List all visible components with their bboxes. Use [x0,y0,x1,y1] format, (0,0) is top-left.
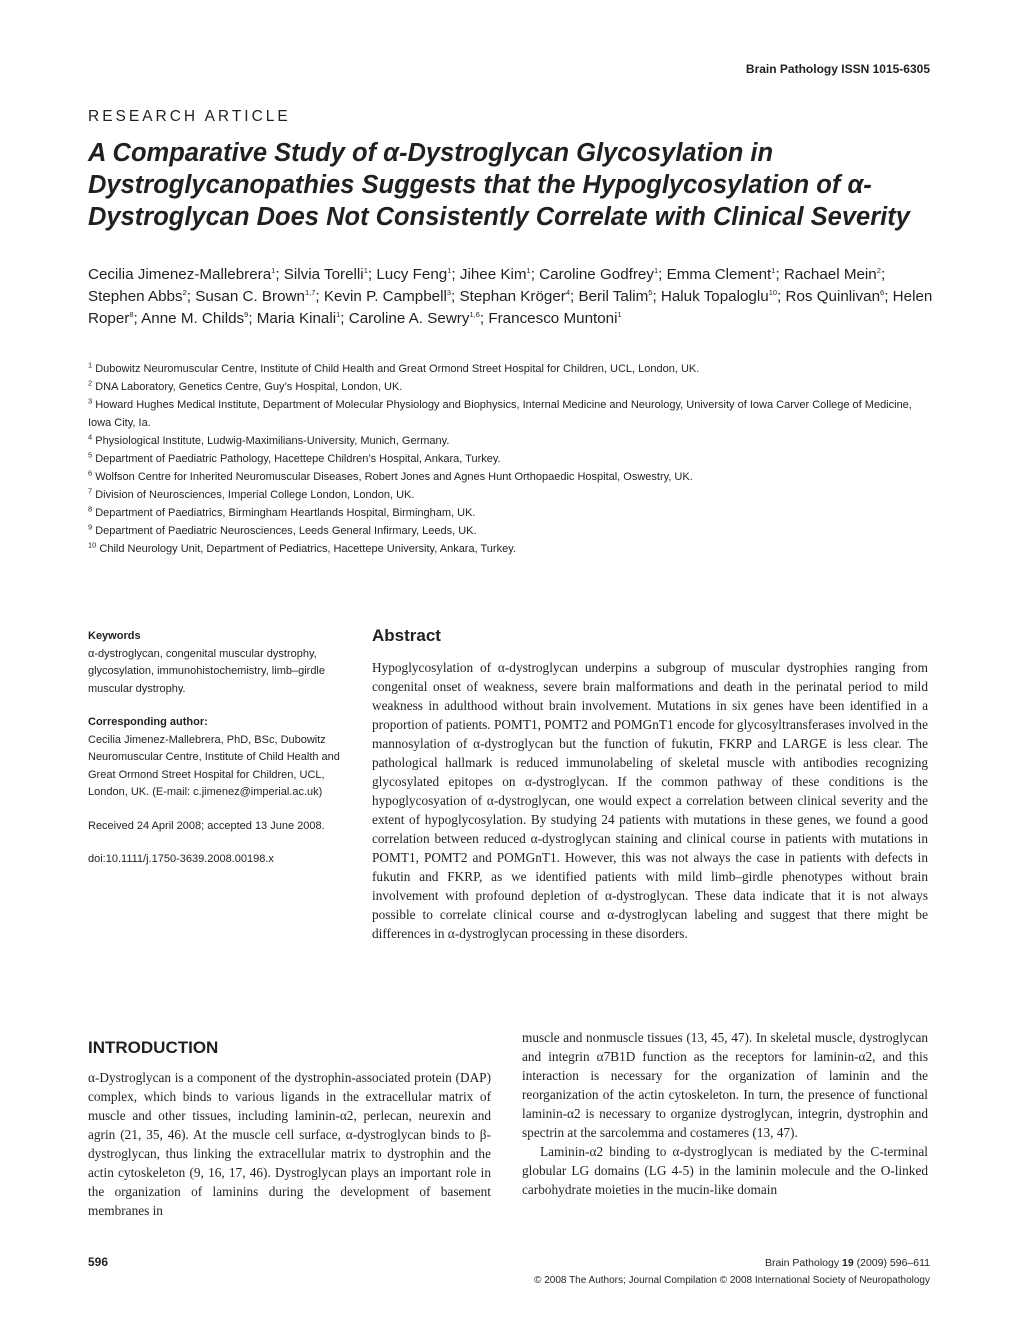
author [785,288,884,305]
author-name: Anne M. Childs [141,310,245,327]
footer-copyright: © 2008 The Authors; Journal Compilation © 2008 International Society of Neuropathology [534,1275,930,1286]
author-affiliation-mark: 1 [363,265,368,275]
introduction-right-column [522,1028,928,1199]
affiliation-item [88,522,938,540]
author-name: Francesco Muntoni [488,310,618,327]
affiliation-number: 6 [88,468,93,478]
affiliation-number: 2 [88,378,93,388]
introduction-heading: INTRODUCTION [88,1038,219,1057]
footer-volume: 19 [842,1257,854,1269]
affiliation-text: Child Neurology Unit, Department of Pediatrics, Hacettepe University, Ankara, Turkey. [96,543,516,555]
author-name: Ros Quinlivan [785,288,881,305]
author-affiliation-mark: 1,7 [304,287,316,297]
author-name: Lucy Feng [376,266,448,283]
corresponding-author-text: Cecilia Jimenez-Mallebrera, PhD, BSc, Dubowitz Neuromuscular Centre, Institute of Child Health and Great Ormond Street Hospital for Children, UCL, London, UK. (E-mail: c.jimenez@imperial.ac.uk) [88,733,340,798]
affiliation-number: 3 [88,396,93,406]
author-affiliation-mark: 3 [446,287,452,297]
author-affiliation-mark: 8 [129,309,134,319]
affiliation-item [88,504,938,522]
author [324,288,451,305]
author [349,310,480,327]
affiliation-number: 8 [88,504,93,514]
author-affiliation-mark: 4 [565,287,571,297]
author-name: Stephen Abbs [88,288,183,305]
author-affiliation-mark: 1 [526,265,531,275]
corresponding-author-heading: Corresponding author: [88,716,208,728]
author [284,266,368,283]
affiliation-number: 5 [88,450,93,460]
affiliation-item [88,432,938,450]
affiliation-text: DNA Laboratory, Genetics Centre, Guy’s Hospital, London, UK. [92,381,403,393]
author [488,310,621,327]
abstract-text: Hypoglycosylation of α-dystroglycan underpins a subgroup of muscular dystrophies ranging from congenital onset of weakness, severe brain malformations and death in the perinatal period to mild weakness in adulthood without brain involvement. Mutations in six genes have been identified in a proportion of patients. POMT1, POMT2 and POMGnT1 encode for glycosyltransferases involved in the mannosylation of α-dystroglycan but the function of fukutin, FKRP and LARGE is less clear. The pathological hallmark is reduced immunolabeling of skeletal muscle with antibodies recognizing glycosylated epitopes on α-dystroglycan. If the common pathway of these conditions is the hypoglycosyation of α-dystroglycan, one would expect a correlation between clinical severity and the extent of hypoglycosylation. By studying 24 patients with mutations in these genes, we found a good correlation between reduced α-dystroglycan staining and clinical course in patients with mutations in POMT1, POMT2 and POMGnT1. However, this was not always the case in patients with defects in fukutin and FKRP, as we identified patients with mild limb–girdle phenotypes without brain involvement with profound depletion of α-dystroglycan. These data indicate that it is not always possible to correlate clinical course and α-dystroglycan labeling and suggest that there might be differences in α-dystroglycan processing in these disorders. [372,660,928,941]
affiliation-text: Department of Paediatric Neurosciences, Leeds General Infirmary, Leeds, UK. [92,525,477,537]
keywords-heading: Keywords [88,630,141,642]
affiliation-text: Howard Hughes Medical Institute, Department of Molecular Physiology and Biophysics, Internal Medicine and Neurology, University of Iowa Carver College of Medicine, Iowa City, Ia. [88,399,912,429]
author-affiliation-mark: 10 [768,287,778,297]
journal-header: Brain Pathology ISSN 1015-6305 [745,62,930,76]
author-name: Stephan Kröger [459,288,566,305]
affiliation-text: Department of Paediatrics, Birmingham Heartlands Hospital, Birmingham, UK. [92,507,476,519]
author-affiliation-mark: 1 [336,309,341,319]
author [539,266,658,283]
author-affiliation-mark: 1 [271,265,276,275]
author-affiliation-mark: 1 [653,265,659,275]
footer-year-pages: (2009) 596–611 [856,1257,930,1269]
author-name: Rachael Mein [783,266,877,283]
affiliation-number: 4 [88,432,93,442]
affiliation-text: Physiological Institute, Ludwig-Maximilians-University, Munich, Germany. [92,435,450,447]
author [661,288,777,305]
affiliation-text: Department of Paediatric Pathology, Hacettepe Children’s Hospital, Ankara, Turkey. [92,453,501,465]
author-affiliation-mark: 1 [617,309,622,319]
affiliation-item [88,486,938,504]
affiliation-item [88,378,938,396]
author [578,288,652,305]
author-name: Cecilia Jimenez-Mallebrera [88,266,272,283]
affiliation-number: 9 [88,522,93,532]
affiliation-text: Dubowitz Neuromuscular Centre, Institute of Child Health and Great Ormond Street Hospital for Children, UCL, London, UK. [92,363,700,375]
affiliation-list [88,360,938,558]
affiliation-item [88,396,938,432]
introduction-left-column: α-Dystroglycan is a component of the dystrophin-associated protein (DAP) complex, which binds to various ligands in the extracellular matrix of muscle and other tissues, including laminin-α2, perlecan, neurexin and agrin (21, 35, 46). At the muscle cell surface, α-dystroglycan binds to β-dystroglycan, thus linking the extracellular matrix to dystrophin and the actin cytoskeleton (9, 16, 17, 46). Dystroglycan plays an important role in the organization of laminins during the development of basement membranes in [88,1070,491,1218]
received-dates: Received 24 April 2008; accepted 13 June 2008. [88,819,325,832]
author-name: Jihee Kim [459,266,527,283]
affiliation-item [88,468,938,486]
article-info-sidebar [88,628,358,885]
author-name: Beril Talim [578,288,649,305]
author-name: Emma Clement [666,266,772,283]
article-title: A Comparative Study of α-Dystroglycan Glycosylation in Dystroglycanopathies Suggests that the Hypoglycosylation of α-Dystroglycan Does Not Consistently Correlate with Clinical Severity [88,139,910,231]
author-affiliation-mark: 6 [880,287,885,297]
author-affiliation-mark: 2 [182,287,187,297]
author-name: Maria Kinali [256,310,337,327]
footer-citation [765,1257,930,1269]
affiliation-number: 10 [88,540,97,550]
author [667,266,776,283]
author-list: Cecilia Jimenez-Mallebrera$^1$; Silvia Torelli$^1$; Lucy Feng$^1$; Jihee Kim$^1$; Caroline Godfrey$^1$; Emma Clement$^1$; Rachael Mein$^2$; Stephen Abbs$^2$; Susan C. Brown$^{1,7}$; Kevin P. Campbell$^3$; Stephan Kröger$^4$; Beril Talim$^5$; Haluk Topaloglu$^{10}$; Ros Quinlivan$^6$; Helen Roper$^8$; Anne M. Childs$^9$; Maria Kinali$^1$; Caroline A. Sewry$^{1,6}$; Francesco Muntoni$^1$ [88,265,933,327]
abstract-heading: Abstract [372,626,441,645]
affiliation-item [88,540,938,558]
author-name: Silvia Torelli [283,266,364,283]
affiliation-text: Wolfson Centre for Inherited Neuromuscular Diseases, Robert Jones and Agnes Hunt Orthopaedic Hospital, Oswestry, UK. [92,471,693,483]
affiliation-text: Division of Neurosciences, Imperial College London, London, UK. [92,489,415,501]
section-label: RESEARCH ARTICLE [88,108,291,125]
author [88,266,275,283]
doi: doi:10.1111/j.1750-3639.2008.00198.x [88,853,274,865]
author [784,266,881,283]
author [376,266,451,283]
author-affiliation-mark: 2 [876,265,881,275]
author-name: Kevin P. Campbell [323,288,447,305]
affiliation-item [88,450,938,468]
author [141,310,248,327]
author-affiliation-mark: 5 [648,287,653,297]
author-name: Caroline Godfrey [539,266,654,283]
introduction-paragraph: muscle and nonmuscle tissues (13, 45, 47). In skeletal muscle, dystroglycan and integrin α7B1D function as the receptors for laminin-α2, and this interaction is necessary for the organization of laminin and the reorganization of the actin cytoskeleton. In turn, the presence of functional laminin-α2 is necessary to organize dystroglycan, integrin, dystrophin and spectrin at the sarcolemma and costameres (13, 47). [522,1030,928,1140]
affiliation-number: 7 [88,486,93,496]
footer-journal: Brain Pathology [764,1257,840,1269]
page-number: 596 [88,1255,109,1269]
affiliation-item [88,360,938,378]
author [459,288,570,305]
affiliation-number: 1 [88,360,93,370]
author-name: Caroline A. Sewry [348,310,470,327]
keywords-text: α-dystroglycan, congenital muscular dystrophy, glycosylation, immunohistochemistry, limb–girdle muscular dystrophy. [88,647,325,695]
author [257,310,341,327]
author-name: Haluk Topaloglu [660,288,769,305]
author-name: Susan C. Brown [195,288,305,305]
author-affiliation-mark: 1 [447,265,452,275]
author-affiliation-mark: 1 [771,265,776,275]
author-name: Helen Roper [88,288,933,327]
author [88,288,187,305]
author-affiliation-mark: 1,6 [469,309,480,319]
author-affiliation-mark: 9 [244,309,249,319]
author [195,288,315,305]
author [460,266,531,283]
introduction-paragraph: Laminin-α2 binding to α-dystroglycan is mediated by the C-terminal globular LG domains (LG 4-5) in the laminin molecule and the O-linked carbohydrate moieties in the mucin-like domain [522,1144,928,1197]
